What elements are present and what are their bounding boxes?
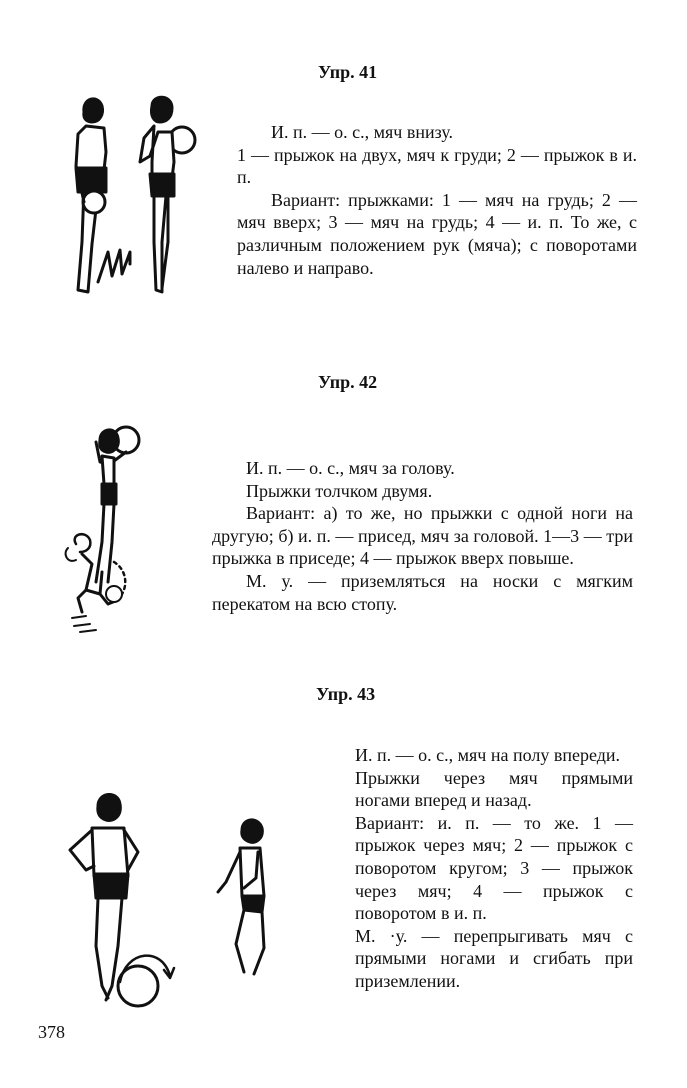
exercise-43-paragraph: М. ·у. — перепрыгивать мяч с прямыми ногами и сгибать при приземлении.: [355, 925, 633, 991]
exercise-43-paragraph: Прыжки через мяч прямыми ногами вперед и назад.: [355, 767, 633, 811]
exercise-43-paragraph: И. п. — о. с., мяч на полу впереди.: [355, 745, 621, 765]
exercise-42-text: [212, 457, 633, 615]
exercise-41-paragraph: И. п. — о. с., мяч внизу.: [271, 122, 454, 142]
figure-jump-over-ball-icon: [58, 786, 284, 1016]
exercise-42-paragraph: И. п. — о. с., мяч за голову.: [246, 458, 455, 478]
exercise-42-paragraph: Вариант: а) то же, но прыжки с одной ноги на другую; б) и. п. — присед, мяч за головой. 1—3 — три прыжка в приседе; 4 — прыжок вверх повыше.: [212, 503, 633, 569]
page-number: 378: [38, 1022, 65, 1042]
figure-jump-ball-to-chest-icon: [62, 92, 212, 302]
exercise-42-paragraph: Прыжки толчком двумя.: [246, 480, 433, 501]
figure-squat-jump-ball-behind-head-icon: [56, 422, 156, 634]
exercise-41-paragraph: 1 — прыжок на двух, мяч к груди; 2 — прыжок в и. п.: [237, 144, 637, 188]
exercise-43-paragraph: Вариант: и. п. — то же. 1 — прыжок через мяч; 2 — прыжок с поворотом кругом; 3 — прыжок через мяч; 4 — прыжок с поворотом в и. п.: [355, 812, 633, 924]
exercise-43-title: Упр. 43: [316, 684, 376, 704]
exercise-42-title: Упр. 42: [318, 372, 378, 392]
exercise-43-text: [355, 744, 633, 993]
exercise-41-paragraph: Вариант: прыжками: 1 — мяч на грудь; 2 — мяч вверх; 3 — мяч на грудь; 4 — и. п. То же, с различным положением рук (мяча); с поворотами налево и направо.: [237, 189, 637, 278]
exercise-41-text: [237, 121, 637, 279]
exercise-42-paragraph: М. у. — приземляться на носки с мягким перекатом на всю стопу.: [212, 570, 633, 614]
exercise-41-title: Упр. 41: [318, 62, 378, 82]
